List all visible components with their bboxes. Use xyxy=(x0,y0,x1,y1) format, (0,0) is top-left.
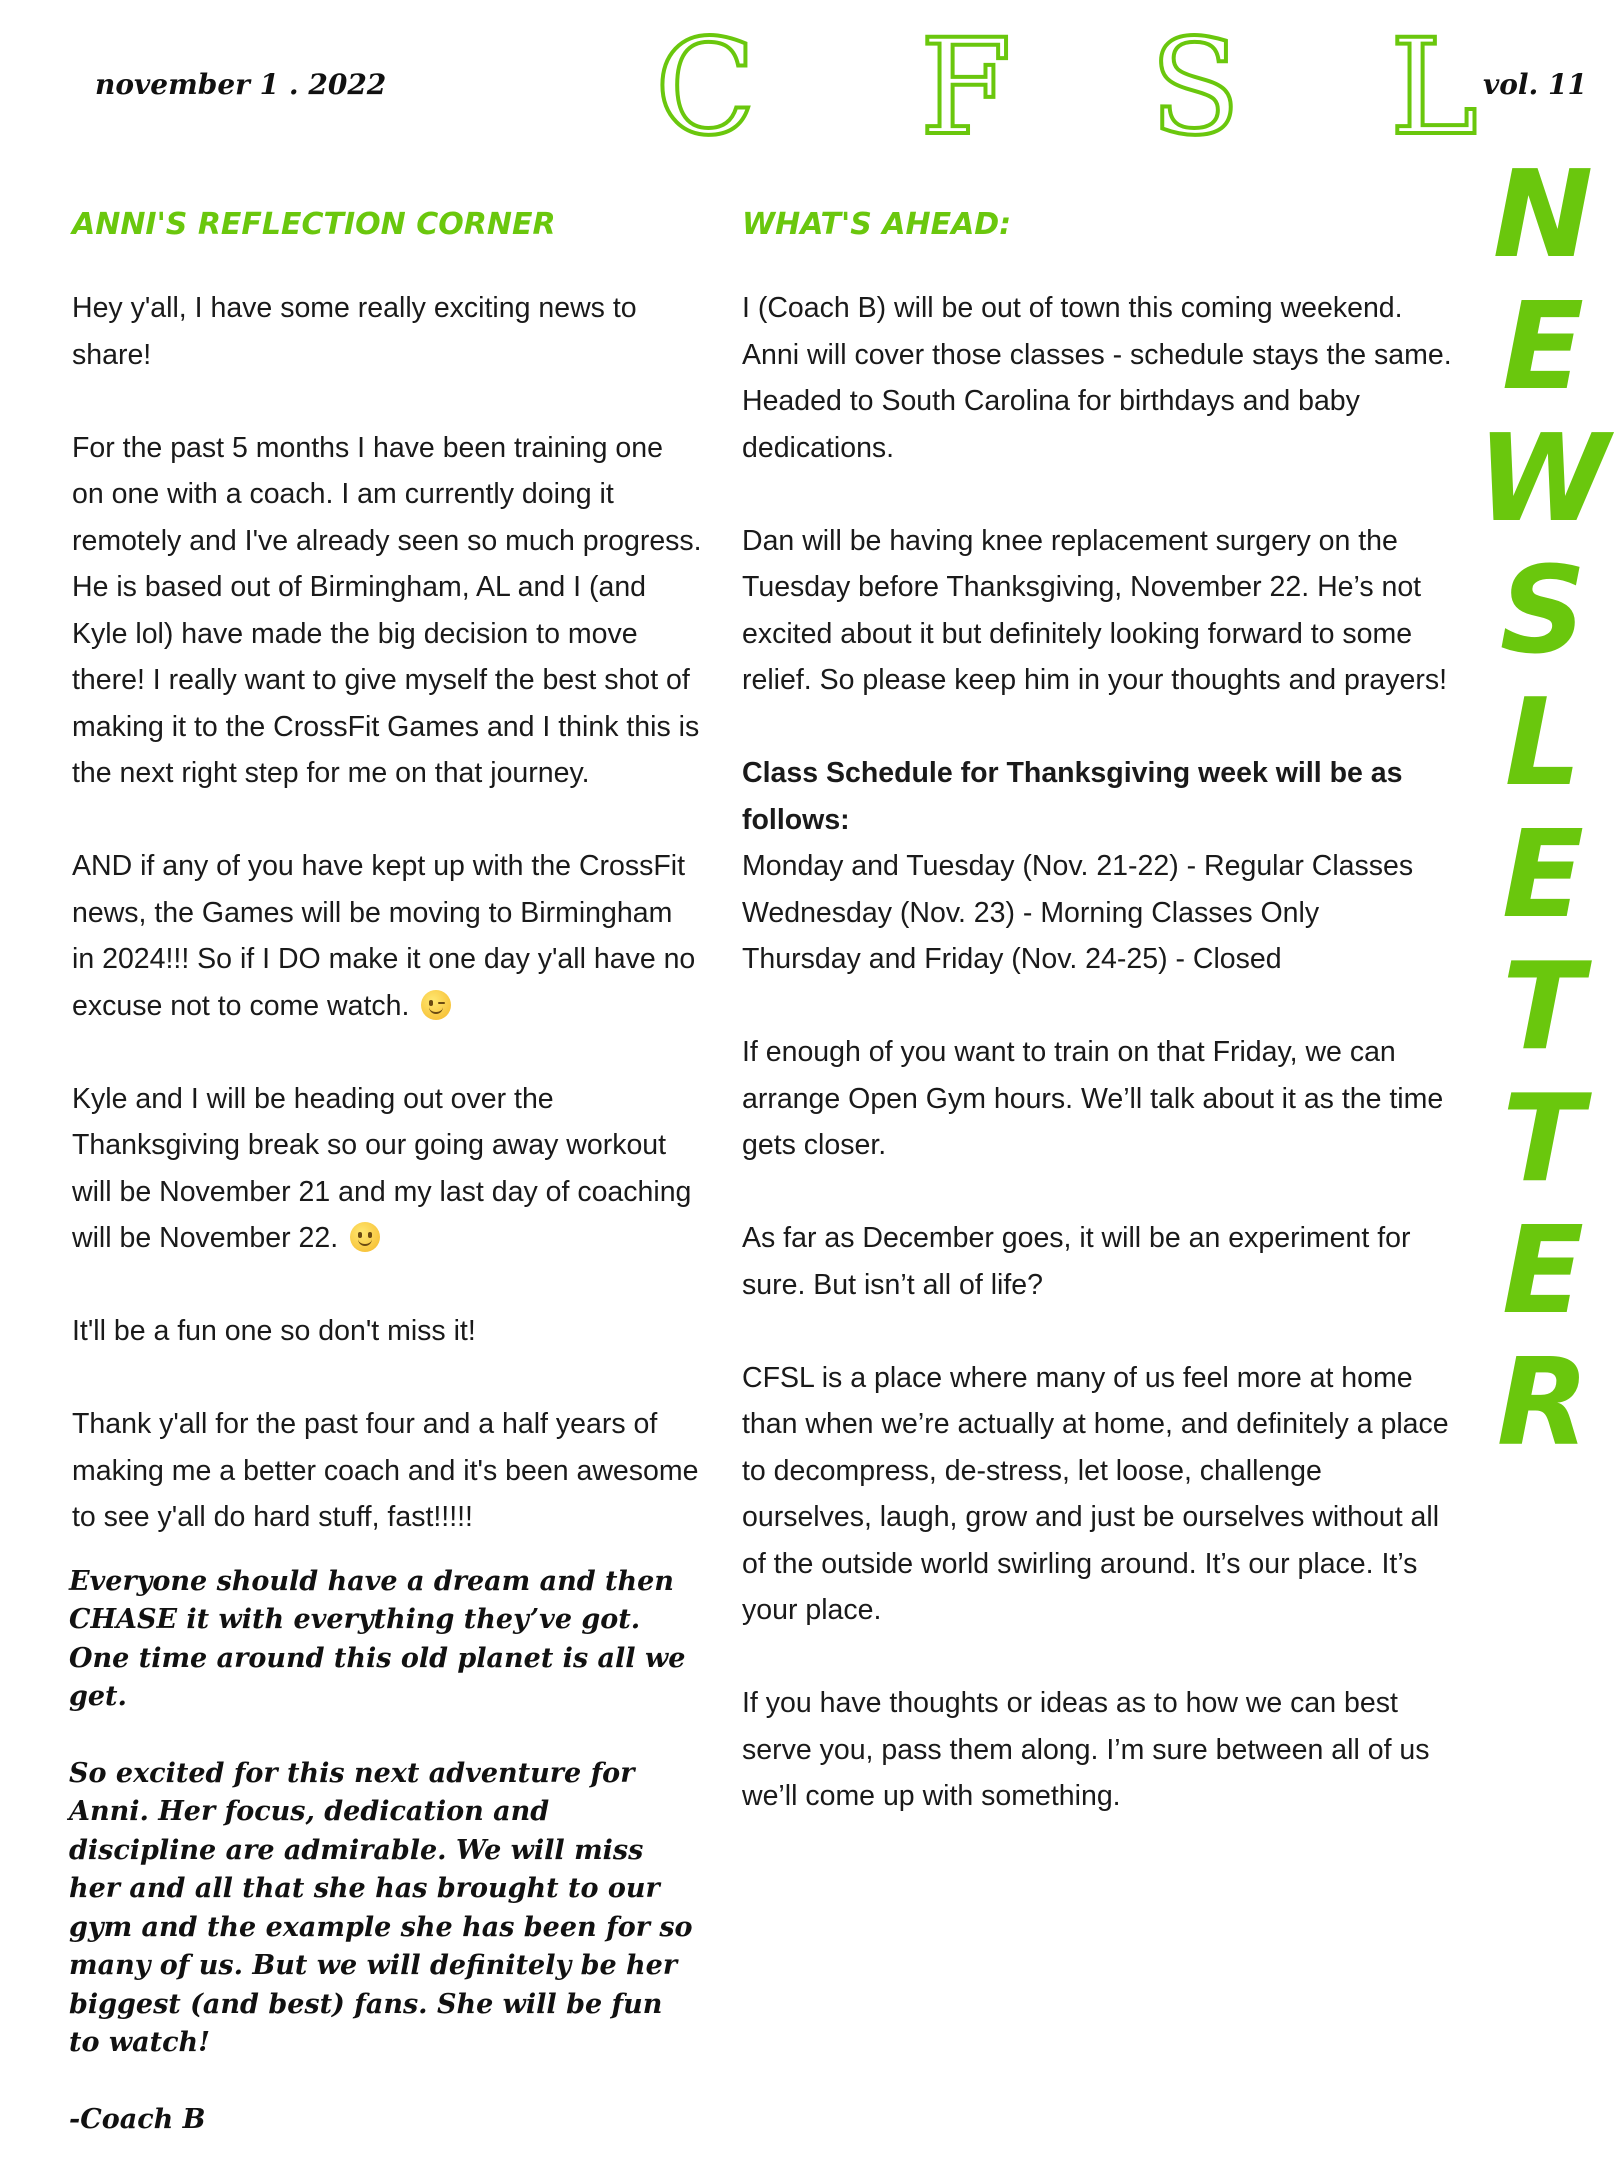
masthead-letter-s: S xyxy=(1150,11,1241,165)
vertical-letter: E xyxy=(1502,1202,1584,1341)
schedule-line: Thursday and Friday (Nov. 24-25) - Closed xyxy=(742,943,1282,975)
winking-face-icon xyxy=(421,990,451,1020)
volume-number: vol. 11 xyxy=(1482,68,1587,101)
reflection-text: AND if any of you have kept up with the CrossFit news, the Games will be moving to Birmingham in 2024!!! So if I DO make it one day y'all have no excuse not to come watch. xyxy=(72,850,696,1022)
ahead-paragraph: I (Coach B) will be out of town this coming weekend. Anni will cover those classes - schedule stays the same. Headed to South Carolina for birthdays and baby dedications. xyxy=(742,292,1452,464)
vertical-letter: W xyxy=(1476,410,1610,549)
ahead-paragraph: If enough of you want to train on that Friday, we can arrange Open Gym hours. We’ll talk about it as the time gets closer. xyxy=(742,1036,1444,1161)
vertical-letter: S xyxy=(1499,542,1587,681)
vertical-letter: L xyxy=(1504,674,1582,813)
reflection-corner-column xyxy=(69,205,702,2177)
slightly-smiling-face-icon xyxy=(350,1222,380,1252)
ahead-paragraph: CFSL is a place where many of us feel more at home than when we’re actually at home, and definitely a place to decompress, de-stress, let loose, challenge ourselves, laugh, grow and just be ourselves without all of the outside world swirling around. It’s our place. It’s your place. xyxy=(742,1361,1449,1626)
schedule-line: Monday and Tuesday (Nov. 21-22) - Regular Classes xyxy=(742,850,1414,882)
whats-ahead-heading: WHAT'S AHEAD: xyxy=(742,207,1012,242)
reflection-paragraph xyxy=(72,843,702,1029)
reflection-text: Kyle and I will be heading out over the Thanksgiving break so our going away workout will be November 21 and my last day of coaching will be November 22. xyxy=(72,1082,692,1254)
ahead-paragraph: If you have thoughts or ideas as to how we can best serve you, pass them along. I’m sure between all of us we’ll come up with something. xyxy=(742,1687,1430,1812)
reflection-paragraph: It'll be a fun one so don't miss it! xyxy=(72,1315,476,1347)
ahead-paragraph: Dan will be having knee replacement surgery on the Tuesday before Thanksgiving, November 22. He’s not excited about it but definitely looking forward to some relief. So please keep him in your thoughts and prayers! xyxy=(742,524,1447,696)
reflection-corner-heading: ANNI'S REFLECTION CORNER xyxy=(72,207,556,242)
masthead-letter-f: F xyxy=(920,11,1012,165)
schedule-line: Wednesday (Nov. 23) - Morning Classes Only xyxy=(742,896,1320,929)
whats-ahead-column xyxy=(742,205,1452,1866)
vertical-newsletter-title xyxy=(1468,146,1618,1473)
coach-quote: So excited for this next adventure for Anni. Her focus, dedication and discipline are admirable. We will miss her and all that she has brought to our gym and the example she has been for so many of us. But we will definitely be her biggest (and best) fans. She will be fun to watch! xyxy=(69,1757,693,2058)
vertical-letter: R xyxy=(1496,1334,1590,1473)
reflection-paragraph: Hey y'all, I have some really exciting news to share! xyxy=(72,292,637,371)
vertical-letter: T xyxy=(1502,1070,1584,1209)
issue-date: november 1 . 2022 xyxy=(95,68,387,101)
vertical-letter: E xyxy=(1502,806,1584,945)
reflection-paragraph: For the past 5 months I have been training one on one with a coach. I am currently doing it remotely and I've already seen so much progress. He is based out of Birmingham, AL and I (and Kyle lol) have made the big decision to move there! I really want to give myself the best shot of making it to the CrossFit Games and I think this is the next right step for me on that journey. xyxy=(72,431,702,789)
schedule-title: Class Schedule for Thanksgiving week will be as follows: xyxy=(742,757,1403,836)
masthead-letter-l: L xyxy=(1390,11,1478,165)
vertical-letter: N xyxy=(1492,146,1594,285)
vertical-letter: T xyxy=(1502,938,1584,1077)
vertical-letter: E xyxy=(1502,278,1584,417)
coach-quote: Everyone should have a dream and then CHASE it with everything they’ve got. One time around this old planet is all we get. xyxy=(69,1565,686,1712)
thanksgiving-schedule xyxy=(742,750,1452,983)
coach-signature: -Coach B xyxy=(69,2103,206,2135)
ahead-paragraph: As far as December goes, it will be an experiment for sure. But isn’t all of life? xyxy=(742,1222,1411,1301)
reflection-paragraph: Thank y'all for the past four and a half years of making me a better coach and it's been awesome to see y'all do hard stuff, fast!!!!! xyxy=(72,1408,699,1533)
reflection-paragraph xyxy=(72,1076,702,1262)
masthead-letter-c: C xyxy=(655,11,756,165)
